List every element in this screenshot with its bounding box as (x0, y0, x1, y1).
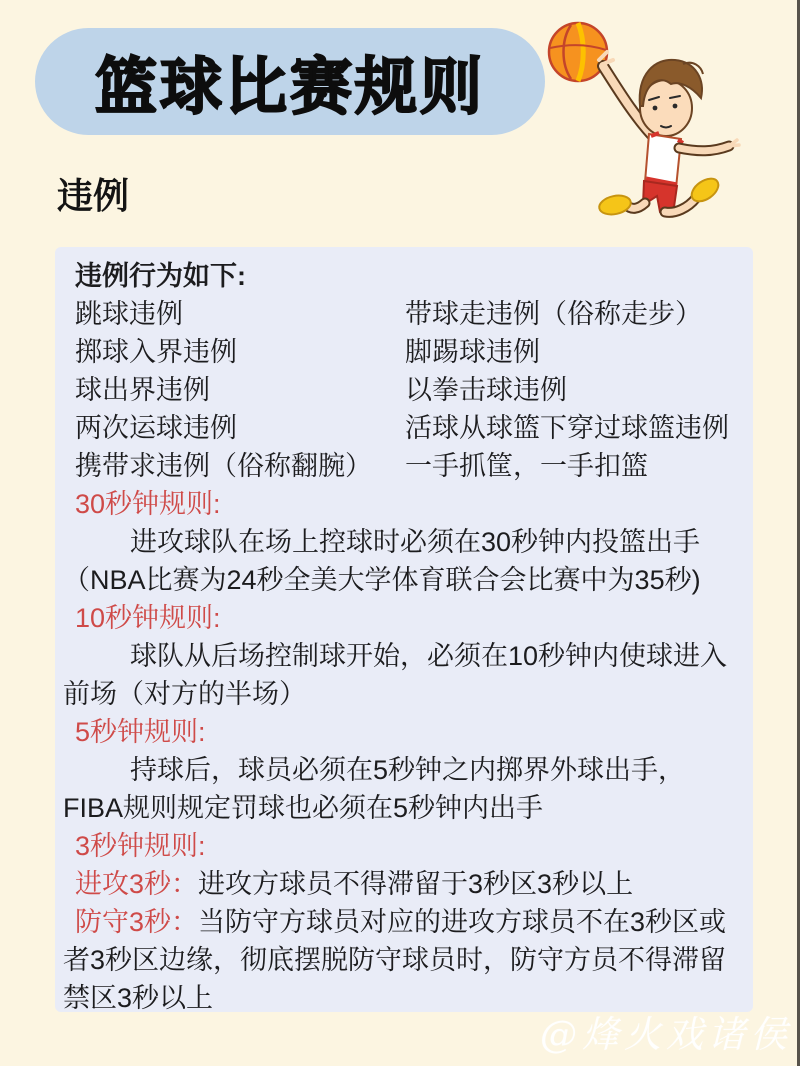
violation-item: 跳球违例 (75, 299, 183, 329)
violation-item: 带球走违例（俗称走步） (405, 299, 702, 329)
rule-30s-heading: 30秒钟规则: (75, 489, 221, 519)
page-title: 篮球比赛规则 (94, 53, 485, 122)
rule-10s-heading: 10秒钟规则: (75, 603, 221, 633)
defense-3s-label: 防守3秒： (75, 907, 199, 937)
section-heading: 违例 (57, 175, 130, 216)
rule-5s-body: 持球后，球员必须在5秒钟之内掷界外球出手，FIBA规则规定罚球也必须在5秒钟内出手 (63, 755, 686, 823)
offense-3s-rule (63, 865, 745, 903)
violation-item: 脚踢球违例 (405, 337, 540, 367)
defense-3s-rule (63, 903, 745, 1017)
violation-item: 以拳击球违例 (405, 375, 567, 405)
dunking-boy-icon (533, 2, 791, 222)
offense-3s-label: 进攻3秒： (75, 869, 199, 899)
title-banner (35, 28, 545, 135)
rule-10s-body: 球队从后场控制球开始，必须在10秒钟内使球进入前场（对方的半场） (63, 641, 728, 709)
violations-intro: 违例行为如下: (75, 261, 246, 291)
violation-item: 两次运球违例 (75, 413, 237, 443)
violation-item: 球出界违例 (75, 375, 210, 405)
rules-content-box (55, 247, 753, 1012)
basketball-icon (549, 23, 607, 81)
watermark: @烽火戏诸侯 (540, 1013, 792, 1056)
rule-30s-body: 进攻球队在场上控球时必须在30秒钟内投篮出手（NBA比赛为24秒全美大学体育联合会比赛中为35秒) (63, 527, 701, 595)
violation-item: 一手抓筐，一手扣篮 (405, 451, 648, 481)
defense-3s-body: 当防守方球员对应的进攻方球员不在3秒区或者3秒区边缘，彻底摆脱防守球员时，防守方员不得滞留禁区3秒以上 (63, 907, 727, 1013)
rule-5s-heading: 5秒钟规则: (75, 717, 206, 747)
dunking-boy-illustration (533, 2, 791, 222)
offense-3s-body: 进攻方球员不得滞留于3秒区3秒以上 (198, 869, 634, 899)
rule-3s-heading: 3秒钟规则: (75, 831, 206, 861)
violations-list (75, 295, 745, 485)
violation-item: 活球从球篮下穿过球篮违例 (405, 413, 729, 443)
violation-item: 携带求违例（俗称翻腕） (75, 451, 372, 481)
violation-item: 掷球入界违例 (75, 337, 237, 367)
